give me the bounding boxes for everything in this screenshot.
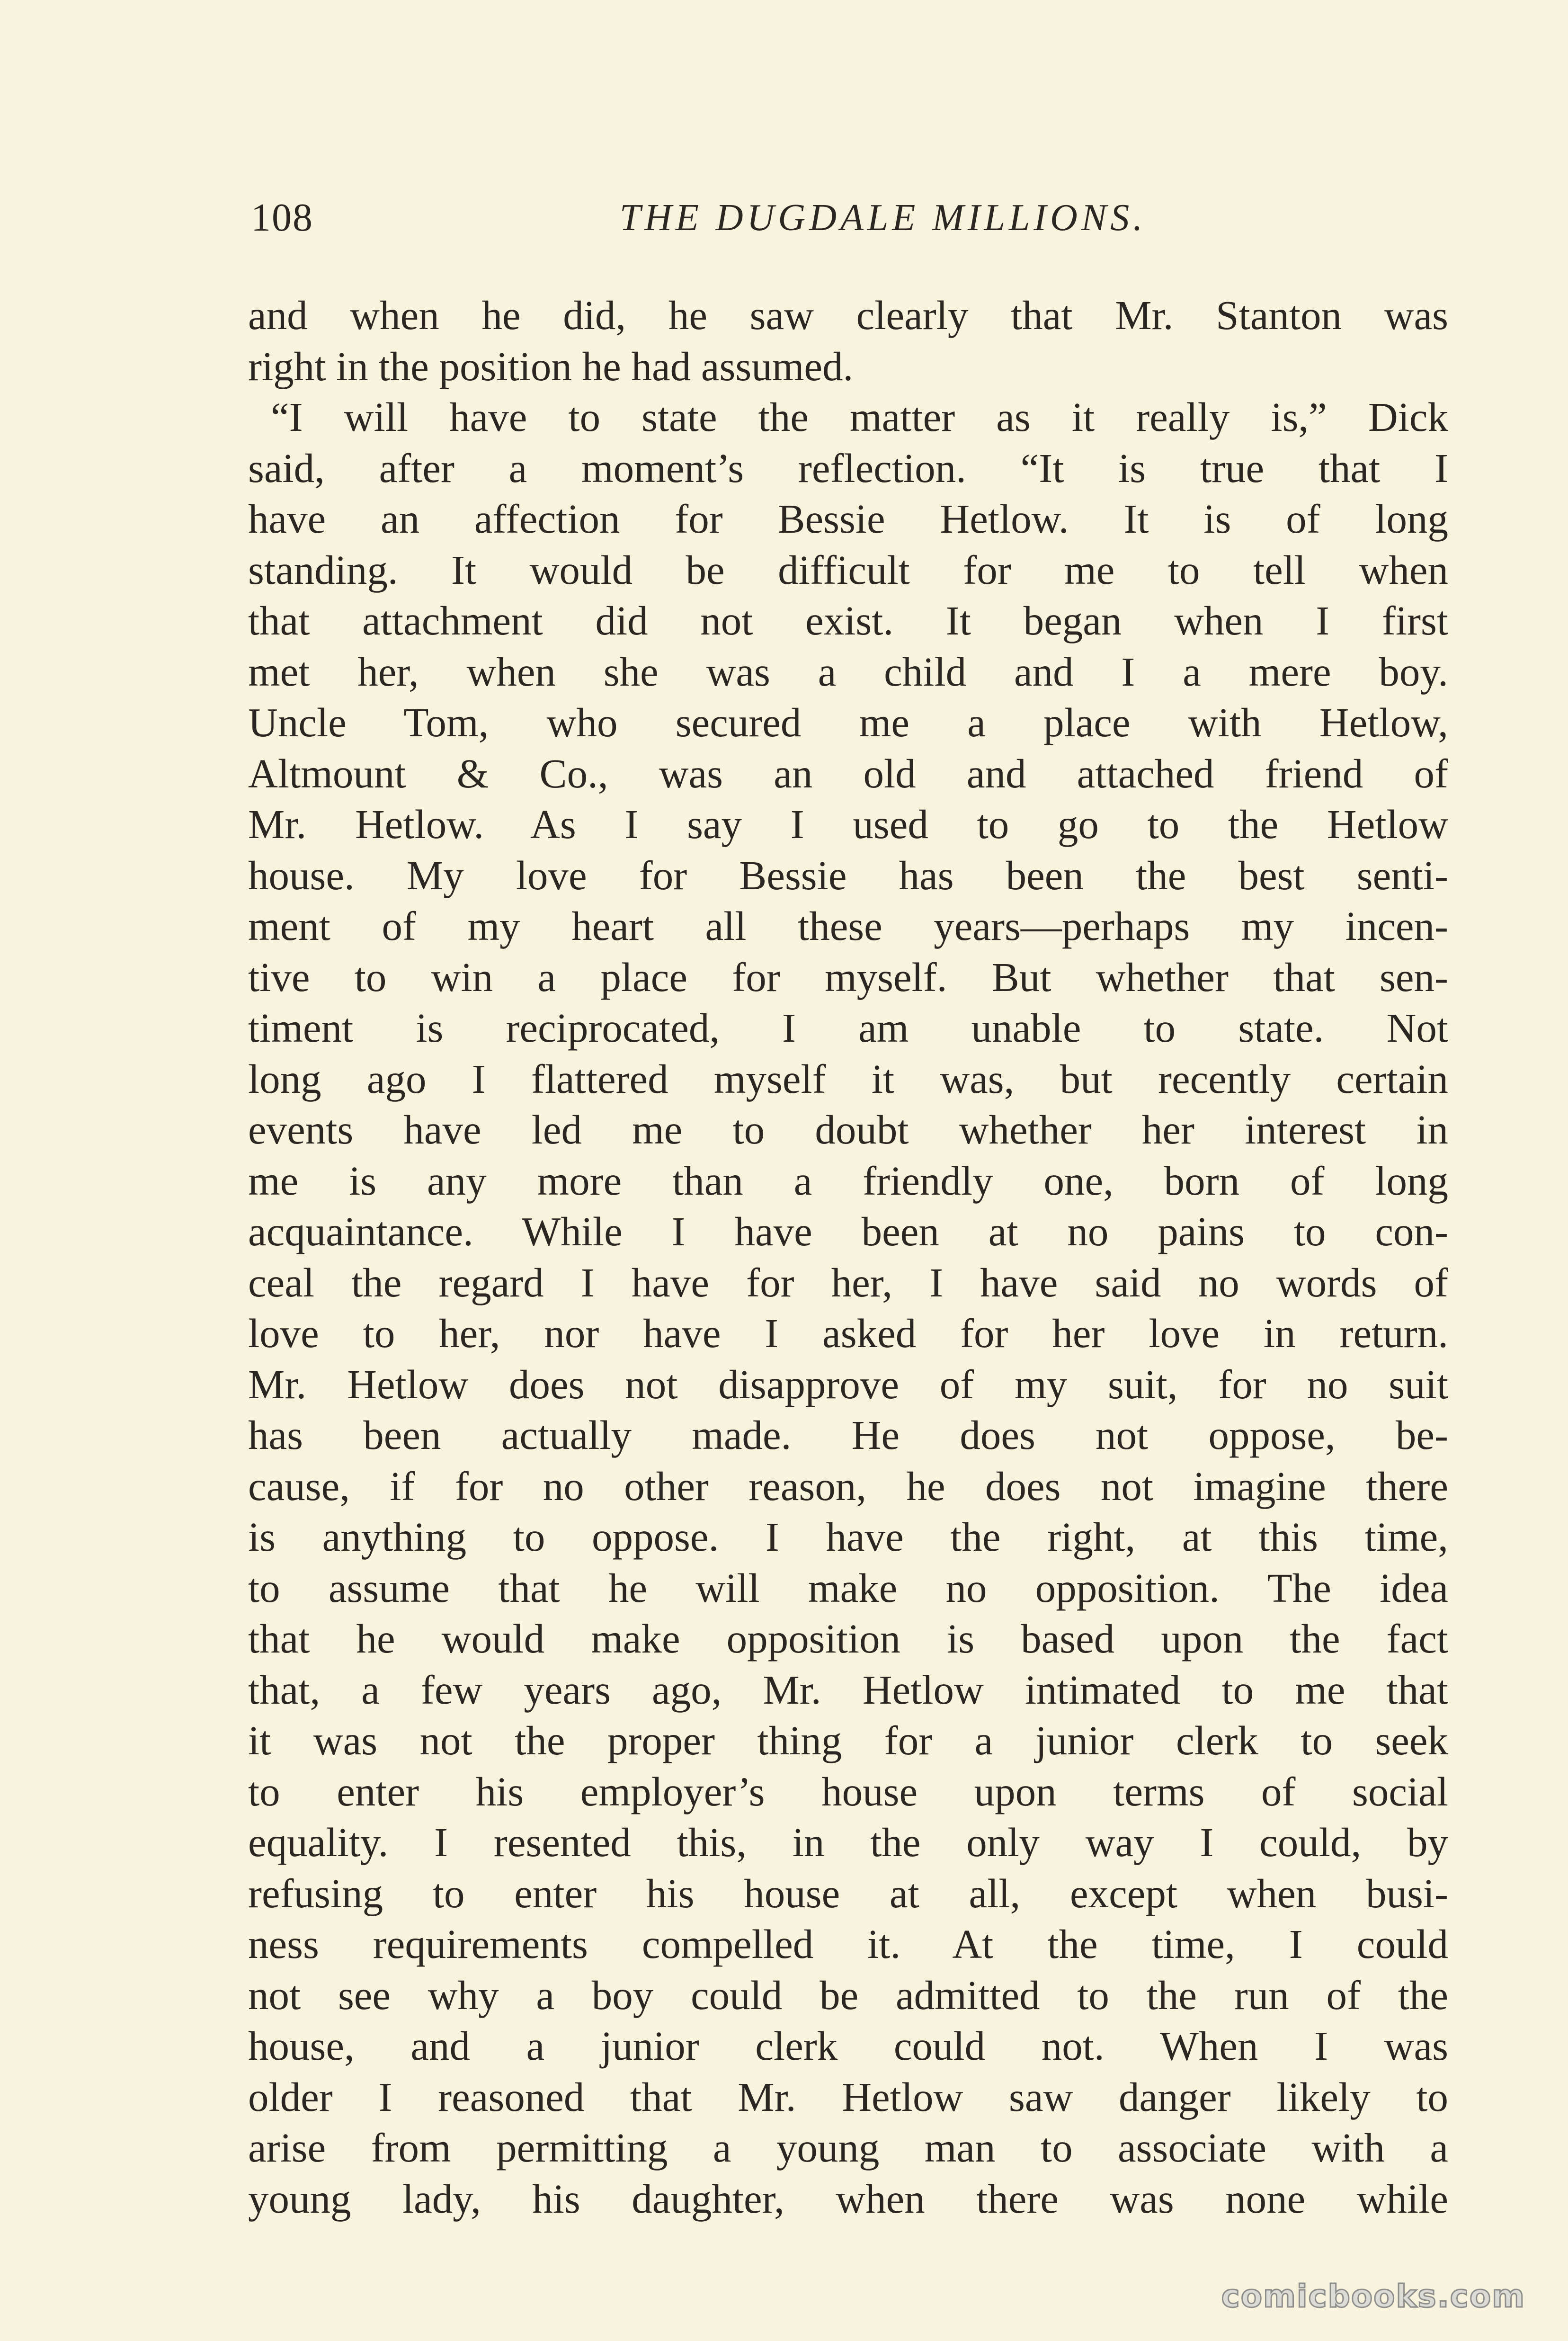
text-line: equality. I resented this, in the only way I could, by (248, 1819, 1448, 1865)
text-line: that he would make opposition is based upon the fact (248, 1616, 1448, 1662)
text-line: refusing to enter his house at all, except when busi- (248, 1870, 1448, 1916)
text-line: and when he did, he saw clearly that Mr. Stanton was (248, 292, 1448, 338)
text-line: met her, when she was a child and I a mere boy. (248, 648, 1448, 695)
text-line: Mr. Hetlow. As I say I used to go to the Hetlow (248, 801, 1448, 847)
text-line: love to her, nor have I asked for her love in return. (248, 1310, 1448, 1356)
text-line: ness requirements compelled it. At the time, I could (248, 1921, 1448, 1967)
text-line: young lady, his daughter, when there was none while (248, 2175, 1448, 2222)
watermark: comicbooks.com (1221, 2278, 1525, 2314)
text-line: said, after a moment’s reflection. “It is true that I (248, 445, 1448, 491)
text-line: that, a few years ago, Mr. Hetlow intimated to me that (248, 1666, 1448, 1713)
text-line: is anything to oppose. I have the right, at this time, (248, 1514, 1448, 1560)
text-line: older I reasoned that Mr. Hetlow saw danger likely to (248, 2073, 1448, 2120)
text-line: timent is reciprocated, I am unable to state. Not (248, 1005, 1448, 1051)
text-line: ceal the regard I have for her, I have said no words of (248, 1259, 1448, 1305)
text-line: standing. It would be difficult for me to tell when (248, 546, 1448, 593)
text-line: Mr. Hetlow does not disapprove of my suit, for no suit (248, 1361, 1448, 1407)
body-text (248, 290, 1448, 2224)
text-line: cause, if for no other reason, he does not imagine there (248, 1463, 1448, 1509)
page-number: 108 (251, 196, 313, 240)
running-title: THE DUGDALE MILLIONS. (619, 197, 1147, 239)
text-line: me is any more than a friendly one, born of long (248, 1157, 1448, 1204)
text-line: long ago I flattered myself it was, but recently certain (248, 1055, 1448, 1102)
text-line: to enter his employer’s house upon terms of social (248, 1768, 1448, 1814)
text-line: right in the position he had assumed. (248, 343, 854, 389)
text-line: Uncle Tom, who secured me a place with Hetlow, (248, 699, 1448, 745)
text-line: that attachment did not exist. It began when I first (248, 598, 1448, 643)
text-line: tive to win a place for myself. But whether that sen- (248, 954, 1448, 1000)
text-line: not see why a boy could be admitted to the run of the (248, 1972, 1448, 2018)
text-line: has been actually made. He does not oppose, be- (248, 1412, 1448, 1458)
text-line: events have led me to doubt whether her interest in (248, 1107, 1448, 1153)
text-line: acquaintance. While I have been at no pains to con- (248, 1208, 1448, 1254)
text-line: Altmount & Co., was an old and attached friend of (248, 750, 1448, 796)
text-line: arise from permitting a young man to associate with a (248, 2125, 1448, 2171)
text-line: have an affection for Bessie Hetlow. It is of long (248, 496, 1448, 542)
text-line: it was not the proper thing for a junior clerk to seek (248, 1717, 1448, 1763)
text-line: to assume that he will make no opposition. The idea (248, 1564, 1448, 1611)
text-line: ment of my heart all these years—perhaps my incen- (248, 903, 1448, 949)
text-line: house, and a junior clerk could not. When I was (248, 2023, 1448, 2069)
text-line: house. My love for Bessie has been the best senti- (248, 852, 1448, 898)
running-head (251, 189, 1449, 246)
text-line: “I will have to state the matter as it really is,” Dick (271, 394, 1448, 440)
